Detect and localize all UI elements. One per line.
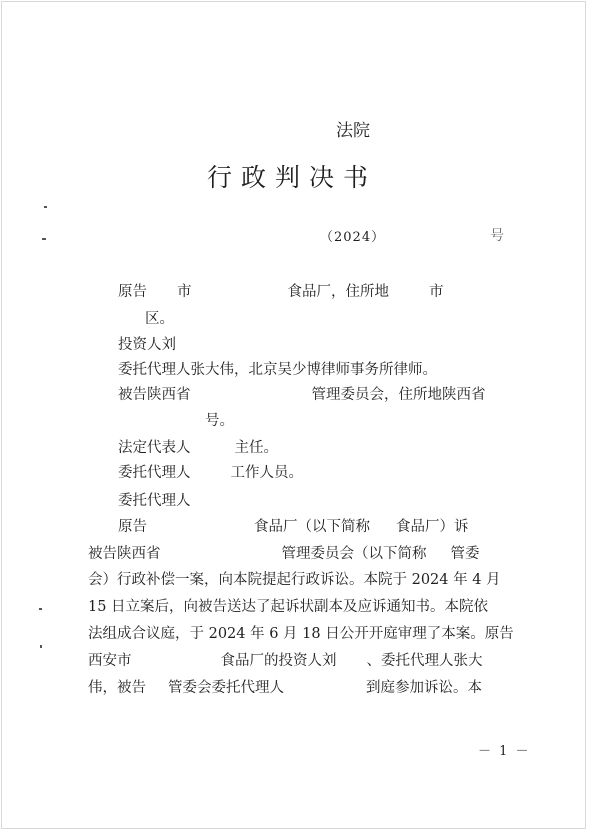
plaintiff-label: 原告 [118, 284, 147, 300]
plaintiff-address-city: 市 [429, 284, 444, 300]
body-plaintiff-sue: 食品厂）诉 [396, 519, 469, 535]
scan-mark [39, 608, 42, 610]
plaintiff-line [118, 282, 444, 302]
defendant-line [118, 385, 486, 405]
court-name: 法院 [336, 121, 370, 141]
plaintiff-address-cont: 区。 [145, 311, 174, 327]
body-line-3: 会）行政补偿一案，向本院提起行政诉讼。本院于 2024 年 4 月 [88, 572, 501, 588]
defendant-label: 被告陕西省 [118, 387, 191, 403]
scan-mark [44, 206, 47, 208]
legal-rep-label: 法定代表人 [118, 440, 191, 456]
body-defendant-abbr: 管理委员会（以下简称 [281, 546, 427, 562]
legal-rep-title: 主任。 [234, 440, 278, 456]
body-committee-agent: 管委会委托代理人 [168, 680, 284, 696]
agent1-line: 委托代理人张大伟，北京吴少博律师事务所律师。 [118, 362, 437, 378]
body-line-7 [88, 678, 482, 698]
agent2-label: 委托代理人 [118, 465, 191, 481]
agent2-role: 工作人员。 [230, 465, 303, 481]
page-frame [1, 1, 586, 829]
agent2-line [118, 463, 303, 483]
body-plaintiff-abbr: 食品厂（以下简称 [254, 519, 370, 535]
document-title: 行政判决书 [207, 163, 378, 192]
investor-line: 投资人刘 [118, 337, 176, 353]
body-city: 西安市 [88, 653, 132, 669]
plaintiff-city: 市 [177, 284, 192, 300]
body-line-1 [118, 517, 469, 537]
defendant-address-cont: 号。 [205, 413, 234, 429]
body-defendant-ref: 伟，被告 [88, 680, 146, 696]
defendant-name-address: 管理委员会，住所地陕西省 [311, 387, 486, 403]
body-investor: 食品厂的投资人刘 [220, 653, 337, 669]
body-agent: 、委托代理人张大 [366, 653, 483, 669]
case-number: （2024） [320, 230, 386, 245]
body-attend: 到庭参加诉讼。本 [366, 680, 482, 696]
scan-mark [42, 238, 46, 240]
body-plaintiff-label: 原告 [118, 519, 147, 535]
scan-mark [40, 645, 42, 648]
page-number: － 1 － [478, 744, 531, 759]
body-defendant-label: 被告陕西省 [88, 546, 161, 562]
body-line-6 [88, 651, 483, 671]
body-line-4: 15 日立案后，向被告送达了起诉状副本及应诉通知书。本院依 [88, 599, 489, 615]
body-line-2 [88, 544, 480, 564]
plaintiff-name-address: 食品厂，住所地 [287, 284, 389, 300]
case-number-suffix: 号 [490, 228, 504, 244]
body-defendant-short: 管委 [450, 546, 480, 562]
legal-rep-line [118, 438, 278, 458]
body-line-5: 法组成合议庭，于 2024 年 6 月 18 日公开开庭审理了本案。原告 [88, 626, 514, 642]
agent3-line: 委托代理人 [118, 493, 191, 509]
